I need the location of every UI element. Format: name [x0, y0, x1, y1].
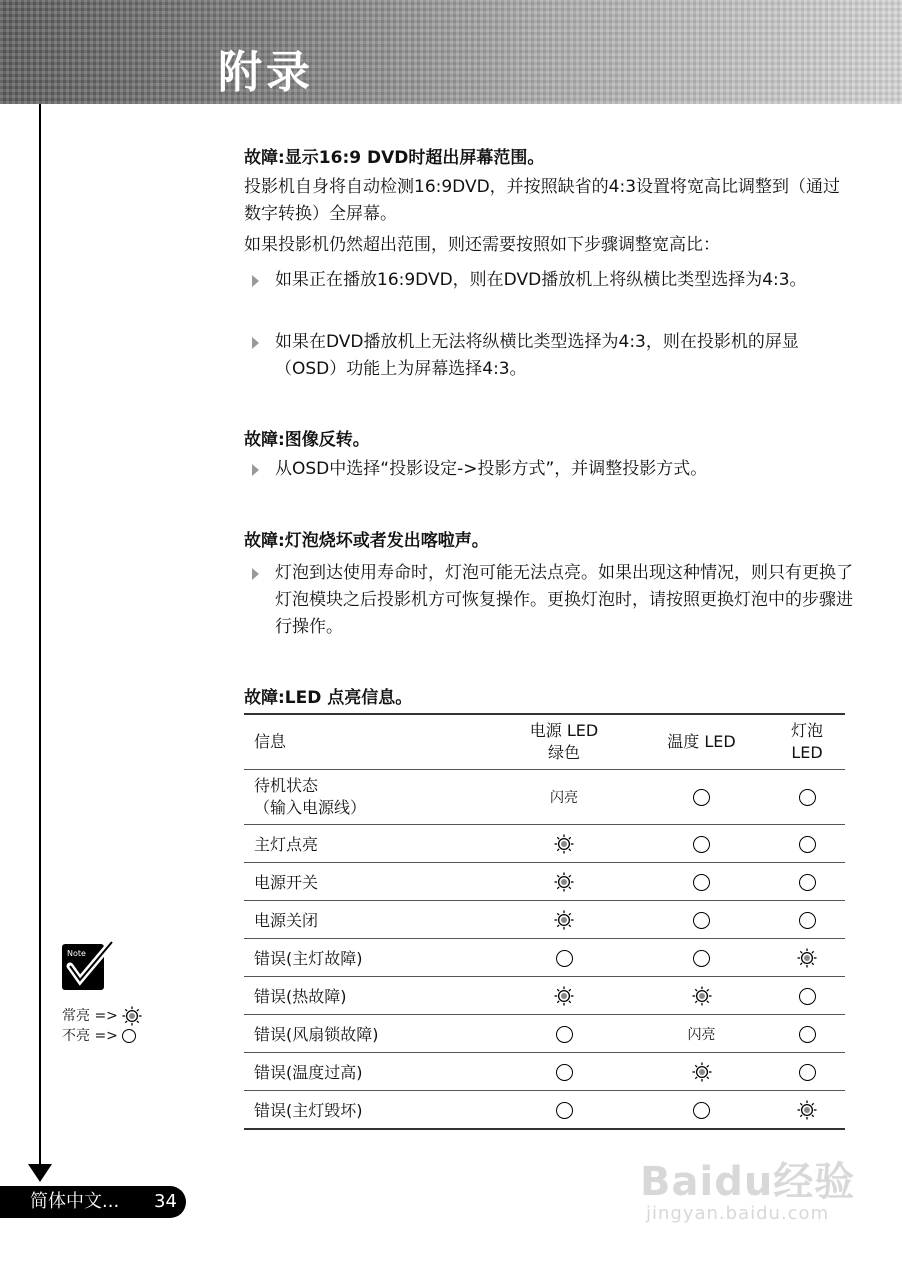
page-number: 34 — [154, 1191, 177, 1212]
row-label: 错误(热故障) — [244, 977, 494, 1015]
row-label: 错误(主灯毁坏) — [244, 1091, 494, 1130]
legend-off: 不亮 => — [62, 1026, 142, 1046]
table-row — [244, 1053, 845, 1091]
list-item: 从OSD中选择“投影设定->投影方式”，并调整投影方式。 — [244, 456, 856, 483]
lamp-led-off-icon — [769, 1053, 845, 1091]
table-row — [244, 939, 845, 977]
power-led-on-icon — [494, 901, 634, 939]
lamp-led-off-icon — [769, 863, 845, 901]
led-status-table — [244, 713, 845, 1130]
row-label: 错误(主灯故障) — [244, 939, 494, 977]
watermark-brand: Baidu经验 — [640, 1159, 856, 1205]
col-header-lamp: 灯泡 LED — [769, 714, 845, 770]
lamp-led-off-icon — [769, 825, 845, 863]
legend-on: 常亮 => — [62, 1006, 142, 1026]
table-header-row — [244, 714, 845, 770]
row-label: 主灯点亮 — [244, 825, 494, 863]
power-led-off-icon — [494, 1015, 634, 1053]
temp-led-off-icon — [634, 939, 769, 977]
section-heading-image-flip: 故障:图像反转。 — [244, 430, 370, 450]
list-item: 如果正在播放16:9DVD，则在DVD播放机上将纵横比类型选择为4:3。 — [244, 267, 856, 294]
table-row — [244, 977, 845, 1015]
led-legend — [62, 1006, 142, 1046]
watermark-url: jingyan.baidu.com — [646, 1203, 830, 1224]
temp-led-off-icon — [634, 825, 769, 863]
table-row — [244, 901, 845, 939]
row-label: 错误(风扇锁故障) — [244, 1015, 494, 1053]
power-led-on-icon — [494, 977, 634, 1015]
power-led-off-icon — [494, 1091, 634, 1130]
table-row — [244, 770, 845, 825]
table-row — [244, 1091, 845, 1130]
temp-led-off-icon — [634, 901, 769, 939]
header-banner — [0, 0, 902, 104]
power-led-blink: 闪亮 — [494, 770, 634, 825]
list-item: 灯泡到达使用寿命时，灯泡可能无法点亮。如果出现这种情况，则只有更换了灯泡模块之后投影机方可恢复操作。更换灯泡时，请按照更换灯泡中的步骤进行操作。 — [244, 560, 856, 641]
row-label: 待机状态 （输入电源线） — [244, 770, 494, 825]
section-heading-lamp: 故障:灯泡烧坏或者发出喀啦声。 — [244, 531, 489, 551]
power-led-off-icon — [494, 939, 634, 977]
bullet-triangle-icon — [252, 568, 259, 580]
temp-led-on-icon — [634, 977, 769, 1015]
margin-rule — [39, 104, 41, 1166]
row-label: 电源开关 — [244, 863, 494, 901]
lamp-led-on-icon — [769, 939, 845, 977]
col-header-power: 电源 LED 绿色 — [494, 714, 634, 770]
temp-led-on-icon — [634, 1053, 769, 1091]
power-led-off-icon — [494, 1053, 634, 1091]
temp-led-blink: 闪亮 — [634, 1015, 769, 1053]
page-title: 附录 — [218, 47, 314, 98]
lamp-led-off-icon — [769, 901, 845, 939]
table-row — [244, 1015, 845, 1053]
note-icon — [62, 940, 114, 992]
section-heading-led: 故障:LED 点亮信息。 — [244, 688, 413, 708]
circle-icon — [122, 1029, 136, 1043]
bullet-triangle-icon — [252, 464, 259, 476]
col-header-info: 信息 — [244, 714, 494, 770]
list-item: 如果在DVD播放机上无法将纵横比类型选择为4:3，则在投影机的屏显（OSD）功能上为屏幕选择4:3。 — [244, 329, 856, 383]
note-icon-label: Note — [67, 949, 86, 958]
lamp-led-off-icon — [769, 770, 845, 825]
sun-icon — [122, 1008, 142, 1024]
down-arrow-icon — [28, 1164, 52, 1182]
row-label: 错误(温度过高) — [244, 1053, 494, 1091]
lamp-led-off-icon — [769, 1015, 845, 1053]
paragraph: 投影机自身将自动检测16:9DVD，并按照缺省的4:3设置将宽高比调整到（通过数字转换）全屏幕。 — [244, 177, 841, 224]
table-row — [244, 863, 845, 901]
bullet-triangle-icon — [252, 337, 259, 349]
power-led-on-icon — [494, 825, 634, 863]
temp-led-off-icon — [634, 770, 769, 825]
col-header-temp: 温度 LED — [634, 714, 769, 770]
baidu-watermark — [640, 1150, 855, 1224]
bullet-triangle-icon — [252, 275, 259, 287]
lamp-led-off-icon — [769, 977, 845, 1015]
temp-led-off-icon — [634, 863, 769, 901]
footer-language: 简体中文... — [30, 1191, 120, 1212]
paragraph: 如果投影机仍然超出范围，则还需要按照如下步骤调整宽高比： — [244, 235, 720, 255]
lamp-led-on-icon — [769, 1091, 845, 1130]
temp-led-off-icon — [634, 1091, 769, 1130]
row-label: 电源关闭 — [244, 901, 494, 939]
section-heading-dvd: 故障:显示16:9 DVD时超出屏幕范围。 — [244, 148, 545, 168]
table-row — [244, 825, 845, 863]
footer-page-tab — [0, 1186, 186, 1218]
power-led-on-icon — [494, 863, 634, 901]
